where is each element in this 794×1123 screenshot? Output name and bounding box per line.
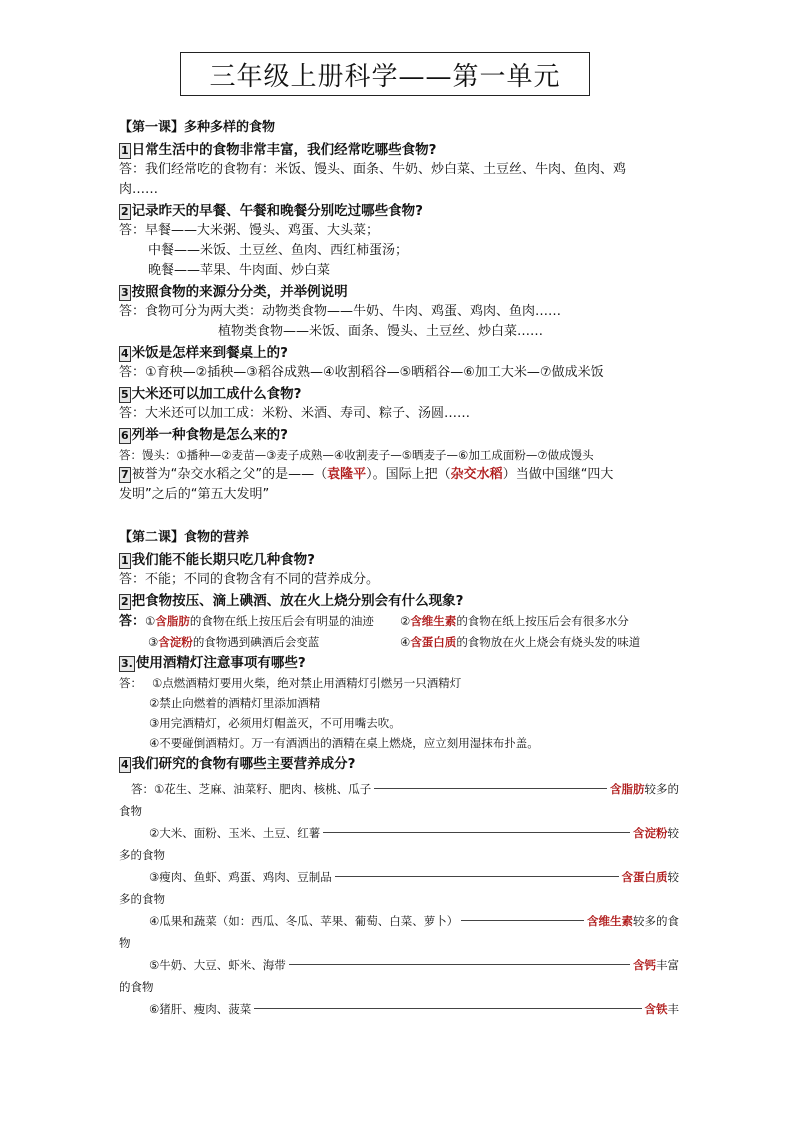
question-text: 按照食物的来源分分类，并举例说明 [131, 284, 348, 300]
nutrient-item [131, 778, 679, 800]
answer-prefix: 答： [119, 676, 142, 690]
food-list: 答：①花生、芝麻、油菜籽、肥肉、核桃、瓜子 [131, 782, 372, 796]
answer-line: 答：馒头：①播种—②麦苗—③麦子成熟—④收割麦子—⑤晒麦子—⑥加工成面粉—⑦做成馒头 [119, 448, 594, 462]
question-text: 把食物按压、滴上碘酒、放在火上烧分别会有什么现象? [131, 593, 464, 609]
question-1-2 [119, 201, 679, 221]
nutrient-starch: 含淀粉 [158, 635, 193, 649]
nutrient-cont: 多的食物 [119, 848, 165, 862]
lesson1-heading: 【第一课】多种多样的食物 [119, 120, 276, 135]
nutrient-vitamin: 含维生素 [410, 614, 457, 628]
answer-line: 答：食物可分为两大类：动物类食物——牛奶、牛肉、鸡蛋、鸡肉、鱼肉…… [119, 304, 562, 319]
question-2-1 [119, 550, 679, 570]
food-list: ④瓜果和蔬菜（如：西瓜、冬瓜、苹果、葡萄、白菜、萝卜） [149, 914, 459, 928]
food-list: ⑥猪肝、瘦肉、菠菜 [149, 1002, 252, 1016]
lesson2-heading: 【第二课】食物的营养 [119, 530, 250, 545]
phenomenon-row [119, 611, 679, 632]
question-1-4 [119, 343, 679, 363]
nutrient-list [119, 778, 679, 1020]
answer-line: 发明”之后的“第五大发明” [119, 487, 270, 502]
phenomenon-text: 的食物在纸上按压后会有很多水分 [456, 614, 629, 628]
phenomenon-text: 的食物遇到碘酒后会变蓝 [192, 635, 320, 649]
nutrient-item [131, 866, 679, 888]
question-number: 5 [121, 388, 129, 401]
fill-text: ）。国际上把（ [366, 467, 451, 482]
nutrient-label: 含维生素 [587, 914, 633, 928]
nutrient-item [131, 954, 679, 976]
item-marker: ② [400, 614, 411, 628]
nutrient-item [131, 822, 679, 844]
answer-line: 答：我们经常吃的食物有：米饭、馒头、面条、牛奶、炒白菜、土豆丝、牛肉、鱼肉、鸡 [119, 162, 627, 177]
phenomenon-text: 的食物放在火上烧会有烧头发的味道 [456, 635, 641, 649]
question-2-3 [119, 653, 679, 673]
question-1-1 [119, 140, 679, 160]
question-number: 2 [121, 595, 129, 608]
nutrient-cont: 物 [119, 936, 131, 950]
phenomenon-row [119, 632, 679, 652]
question-text: 大米还可以加工成什么食物? [131, 386, 302, 402]
question-number: 1 [121, 554, 129, 567]
safety-step: ③用完酒精灯，必须用灯帽盖灭，不可用嘴去吹。 [149, 716, 401, 730]
nutrient-cont: 的食物 [119, 980, 154, 994]
nutrient-fat: 含脂肪 [155, 614, 190, 628]
nutrient-tail: 丰富 [656, 958, 679, 972]
nutrient-cont: 食物 [119, 804, 142, 818]
question-number: 7 [121, 468, 129, 481]
nutrient-item [131, 910, 679, 932]
nutrient-label: 含淀粉 [633, 826, 668, 840]
question-1-5 [119, 384, 679, 404]
question-text: 我们能不能长期只吃几种食物? [131, 552, 315, 568]
item-marker: ① [145, 614, 156, 628]
question-number: 4 [121, 758, 129, 771]
answer-highlight: 杂交水稻 [450, 467, 503, 482]
question-number: 6 [121, 429, 129, 442]
answer-line: 答：早餐——大米粥、馒头、鸡蛋、大头菜； [119, 223, 380, 238]
safety-step: ④不要碰倒酒精灯。万一有酒洒出的酒精在桌上燃烧，应立刻用湿抹布扑盖。 [149, 736, 539, 750]
question-text: 使用酒精灯注意事项有哪些? [135, 655, 306, 671]
question-text: 列举一种食物是怎么来的? [131, 427, 288, 443]
answer-line: 植物类食物——米饭、面条、馒头、土豆丝、炒白菜…… [218, 324, 544, 339]
answer-line: 答：①育秧—②插秧—③稻谷成熟—④收割稻谷—⑤晒稻谷—⑥加工大米—⑦做成米饭 [119, 365, 604, 380]
item-marker: ③ [148, 635, 159, 649]
safety-step: ②禁止向燃着的酒精灯里添加酒精 [149, 696, 321, 710]
nutrient-label: 含铁 [644, 1002, 668, 1016]
question-text: 我们研究的食物有哪些主要营养成分? [131, 756, 356, 772]
answer-line: 答：不能；不同的食物含有不同的营养成分。 [119, 572, 380, 587]
food-list: ②大米、面粉、玉米、土豆、红薯 [149, 826, 321, 840]
nutrient-protein: 含蛋白质 [410, 635, 457, 649]
answer-highlight: 袁隆平 [327, 467, 367, 482]
nutrient-item [131, 998, 679, 1020]
fill-text: 被誉为“杂交水稻之父”的是——（ [131, 467, 328, 482]
question-text: 日常生活中的食物非常丰富，我们经常吃哪些食物? [131, 142, 437, 158]
document-body [119, 117, 679, 1020]
question-number: 3 [121, 286, 129, 299]
question-2-4 [119, 754, 679, 774]
nutrient-tail: 较多的 [644, 782, 679, 796]
nutrient-cont: 多的食物 [119, 892, 165, 906]
nutrient-label: 含脂肪 [610, 782, 645, 796]
question-1-7 [119, 465, 679, 485]
question-1-3 [119, 282, 679, 302]
question-text: 记录昨天的早餐、午餐和晚餐分别吃过哪些食物? [131, 203, 423, 219]
answer-line: 答：大米还可以加工成：米粉、米酒、寿司、粽子、汤圆…… [119, 406, 471, 421]
answer-line: 晚餐——苹果、牛肉面、炒白菜 [148, 263, 331, 278]
question-number: 1 [121, 144, 129, 157]
question-number: 3. [121, 657, 133, 670]
phenomenon-text: 的食物在纸上按压后会有明显的油迹 [189, 614, 374, 628]
nutrient-tail: 较多的食 [633, 914, 679, 928]
answer-prefix: 答： [119, 614, 146, 629]
question-number: 4 [121, 347, 129, 360]
safety-step [119, 673, 679, 693]
fill-text: ）当做中国继“四大 [502, 467, 614, 482]
question-2-2 [119, 591, 679, 611]
safety-text: ①点燃酒精灯要用火柴，绝对禁止用酒精灯引燃另一只酒精灯 [152, 676, 462, 690]
page-title: 三年级上册科学——第一单元 [180, 52, 590, 96]
food-list: ③瘦肉、鱼虾、鸡蛋、鸡肉、豆制品 [149, 870, 332, 884]
answer-line: 中餐——米饭、土豆丝、鱼肉、西红柿蛋汤； [148, 243, 409, 258]
question-number: 2 [121, 205, 129, 218]
nutrient-label: 含钙 [633, 958, 656, 972]
nutrient-tail: 较 [667, 870, 679, 884]
nutrient-label: 含蛋白质 [621, 870, 668, 884]
answer-line: 肉…… [119, 182, 159, 197]
question-text: 米饭是怎样来到餐桌上的? [131, 345, 288, 361]
nutrient-tail: 较 [667, 826, 679, 840]
food-list: ⑤牛奶、大豆、虾米、海带 [149, 958, 286, 972]
nutrient-tail: 丰 [667, 1002, 679, 1016]
question-1-6 [119, 425, 679, 445]
item-marker: ④ [400, 635, 411, 649]
